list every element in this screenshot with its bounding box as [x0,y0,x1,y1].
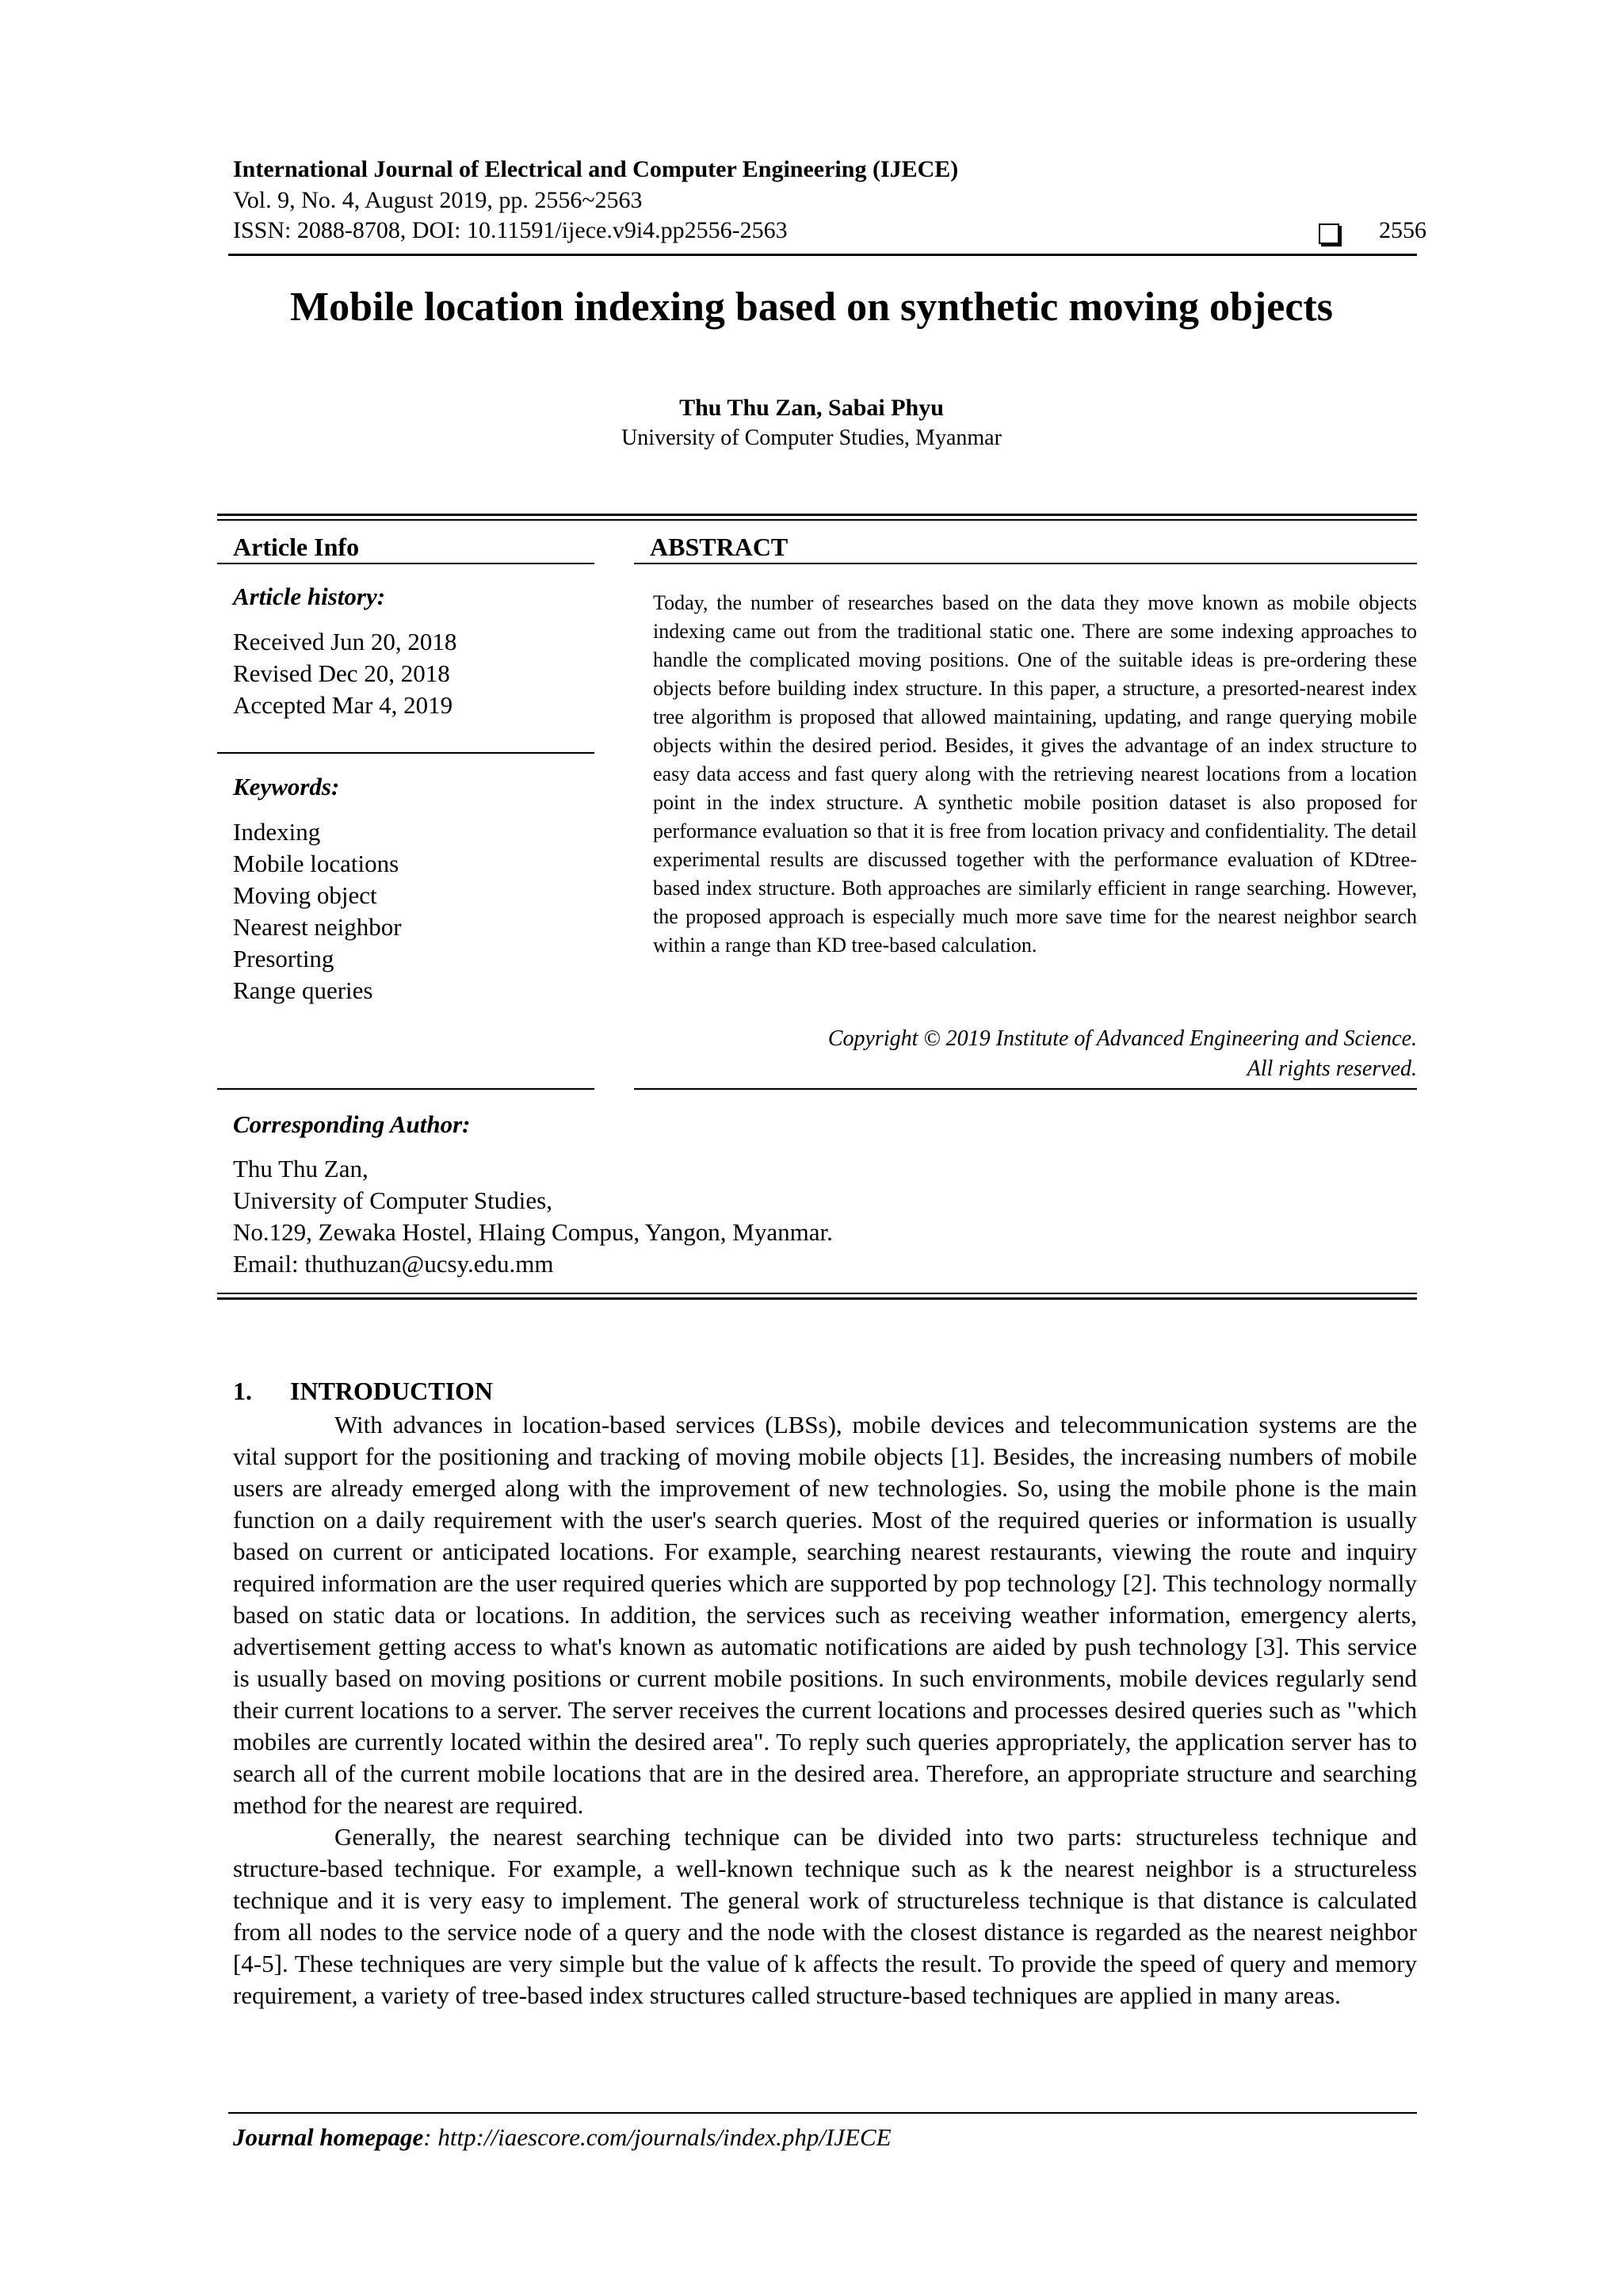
abstract-bottom-rule [634,1088,1417,1090]
author-address: No.129, Zewaka Hostel, Hlaing Compus, Yangon, Myanmar. [233,1218,833,1246]
paper-title: Mobile location indexing based on synthetic moving objects [290,285,1333,330]
footer-rule [228,2112,1417,2114]
received-date: Received Jun 20, 2018 [233,628,457,655]
abstract-heading: ABSTRACT [650,533,789,561]
corresponding-heading: Corresponding Author: [233,1110,471,1138]
abstract-text: Today, the number of researches based on the data they move known as mobile objects indexing came out from the traditional static one. There are some indexing approaches to handle the complicated moving positions. One of the suitable ideas is pre-ordering these objects before building index structure. In this paper, a structure, a presorted-nearest index tree algorithm is proposed that allowed maintaining, updating, and range querying mobile objects within the desired period. Besides, it gives the advantage of an index structure to easy data access and fast query along with the retrieving nearest locations from a location point in the index structure. A synthetic mobile position dataset is also proposed for performance evaluation so that it is free from location privacy and confidentiality. The detail experimental results are discussed together with the performance evaluation of KDtree-based index structure. Both approaches are similarly efficient in range searching. However, the proposed approach is especially much more save time for the nearest neighbor search within a range than KD tree-based calculation. [653,591,1417,957]
article-info-rule [217,563,594,564]
info-bottom-rule-2 [217,1297,1417,1300]
copyright-line: Copyright © 2019 Institute of Advanced Engineering and Science. [827,1026,1417,1051]
article-info-heading: Article Info [233,533,360,561]
article-info-bottom-rule [217,1088,594,1090]
paper-authors: Thu Thu Zan, Sabai Phyu [679,395,944,421]
keyword-item: Moving object [233,881,377,909]
rights-line: All rights reserved. [1247,1056,1417,1081]
introduction-paragraph: Generally, the nearest searching technique can be divided into two parts: structureless technique and structure-based technique. For example, a well-known technique such as k the nearest neighbor is a structureless technique and it is very easy to implement. The general work of structureless technique is that distance is calculated from all nodes to the service node of a query and the node with the closest distance is regarded as the nearest neighbor [4-5]. These techniques are very simple but the value of k affects the result. To provide the speed of query and memory requirement, a variety of tree-based index structures called structure-based techniques are applied in many areas. [233,1823,1417,2009]
keywords-rule [217,752,594,754]
keywords-heading: Keywords: [233,773,340,800]
info-top-rule-2 [217,519,1417,521]
introduction-body [233,1409,1417,2011]
introduction-heading: 1. INTRODUCTION [233,1377,494,1405]
keyword-item: Indexing [233,818,321,846]
accepted-date: Accepted Mar 4, 2019 [233,691,453,719]
info-bottom-rule-1 [217,1293,1417,1294]
keyword-item: Nearest neighbor [233,913,402,941]
author-name: Thu Thu Zan, [233,1155,369,1182]
header-rule [228,254,1417,256]
introduction-paragraph: With advances in location-based services (LBSs), mobile devices and telecommunication systems are the vital support for the positioning and tracking of moving mobile objects [1]. Besides, the increasing numbers of mobile users are already emerged along with the improvement of new technologies. So, using the mobile phone is the main function on a daily requirement with the user's search queries. Most of the required queries or information is usually based on current or anticipated locations. For example, searching nearest restaurants, viewing the route and inquiry required information are the user required queries which are supported by pop technology [2]. This technology normally based on static data or locations. In addition, the services such as receiving weather information, emergency alerts, advertisement getting access to what's known as automatic notifications are aided by push technology [3]. This service is usually based on moving positions or current mobile positions. In such environments, mobile devices regularly send their current locations to a server. The server receives the current locations and processes desired queries such as "which mobiles are currently located within the desired area". To reply such queries appropriately, the application server has to search all of the current mobile locations that are in the desired area. Therefore, an appropriate structure and searching method for the nearest are required. [233,1411,1417,1819]
journal-issn: ISSN: 2088-8708, DOI: 10.11591/ijece.v9i4.pp2556-2563 [233,217,788,243]
article-history-heading: Article history: [233,583,386,610]
author-email: Email: thuthuzan@ucsy.edu.mm [233,1250,554,1278]
homepage-label: Journal homepage [233,2123,424,2151]
author-institution: University of Computer Studies, [233,1186,552,1214]
revised-date: Revised Dec 20, 2018 [233,659,450,687]
keyword-item: Range queries [233,976,373,1004]
keyword-item: Mobile locations [233,850,399,877]
journal-homepage [233,2122,892,2153]
journal-name: International Journal of Electrical and Computer Engineering (IJECE) [233,156,959,182]
keyword-item: Presorting [233,945,334,972]
journal-volume: Vol. 9, No. 4, August 2019, pp. 2556~2563 [233,187,643,213]
checkbox-icon [1319,223,1339,244]
info-top-rule-1 [217,514,1417,516]
page-number: 2556 [1379,217,1426,243]
homepage-url[interactable]: : http://iaescore.com/journals/index.php/IJECE [423,2123,892,2151]
abstract-body [653,589,1417,960]
paper-affiliation: University of Computer Studies, Myanmar [621,426,1002,450]
abstract-rule [634,563,1417,564]
